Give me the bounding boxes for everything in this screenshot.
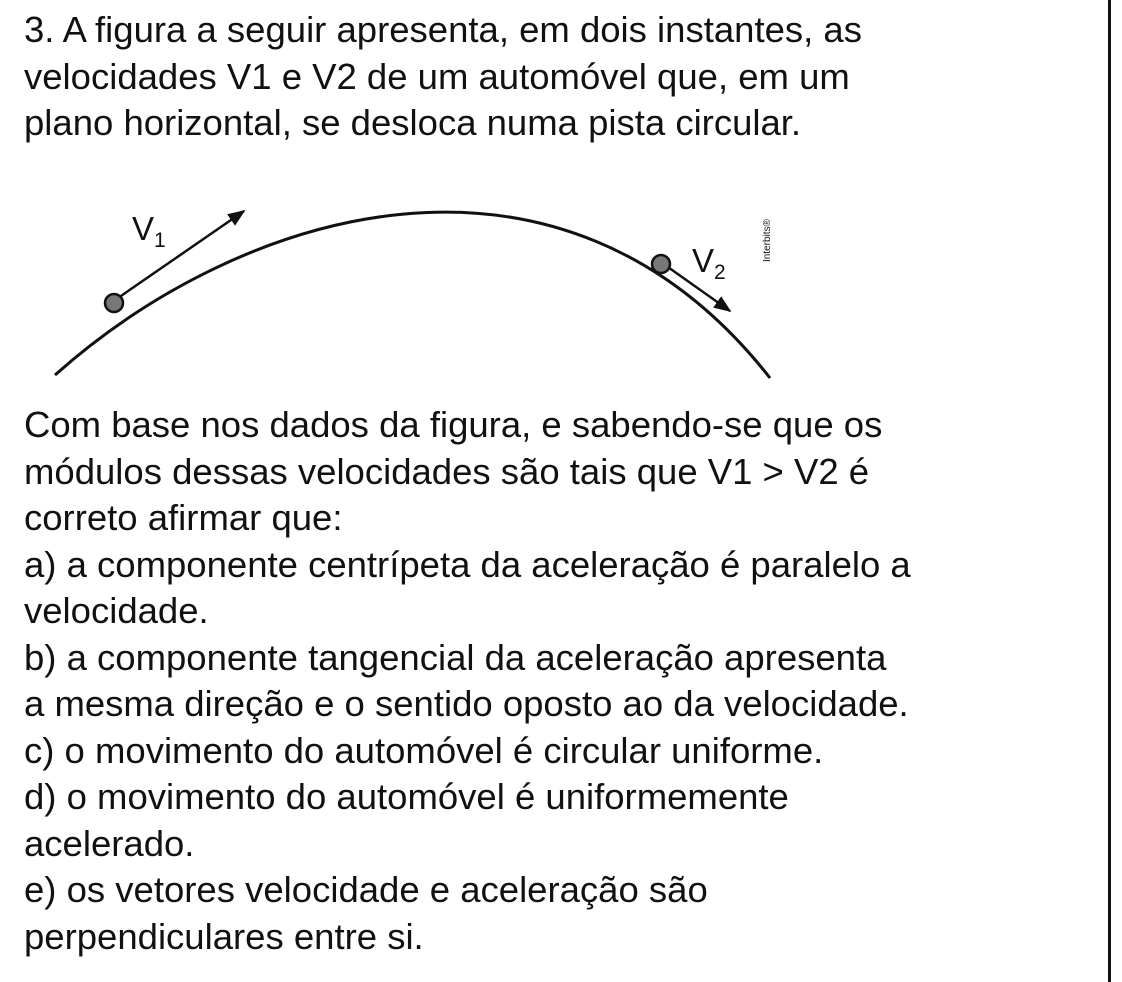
body-line: módulos dessas velocidades são tais que V1 > V2 é (24, 450, 870, 492)
option-c: c) o movimento do automóvel é circular uniforme. (24, 729, 824, 771)
v1-label: $V_1$ (132, 210, 166, 252)
car-position-2 (652, 255, 670, 273)
body-line: correto afirmar que: (24, 497, 343, 538)
option-a: a) a componente centrípeta da aceleração é paralelo a (24, 543, 911, 585)
option-d-cont: acelerado. (24, 822, 195, 864)
intro-line: velocidades V1 e V2 de um automóvel que, em um (24, 55, 850, 97)
option-e: e) os vetores velocidade e aceleração são (24, 869, 708, 910)
v2-label: $V_2$ (692, 242, 726, 284)
intro-line: 3. A figura a seguir apresenta, em dois instantes, as (24, 9, 862, 50)
question-body (24, 402, 911, 960)
question-intro (24, 7, 862, 147)
option-e-cont: perpendiculares entre si. (24, 915, 424, 957)
intro-line: plano horizontal, se desloca numa pista circular. (24, 102, 802, 143)
option-b: b) a componente tangencial da aceleração apresenta (24, 636, 887, 678)
page-border (1108, 0, 1111, 982)
option-d: d) o movimento do automóvel é uniformemente (24, 776, 789, 817)
circular-track-figure (0, 175, 800, 390)
option-b-cont: a mesma direção e o sentido oposto ao da velocidade. (24, 683, 909, 724)
body-line: Com base nos dados da figura, e sabendo-se que os (24, 404, 883, 445)
option-a-cont: velocidade. (24, 590, 209, 631)
watermark-text: Interbits® (762, 219, 773, 262)
car-position-1 (105, 294, 123, 312)
